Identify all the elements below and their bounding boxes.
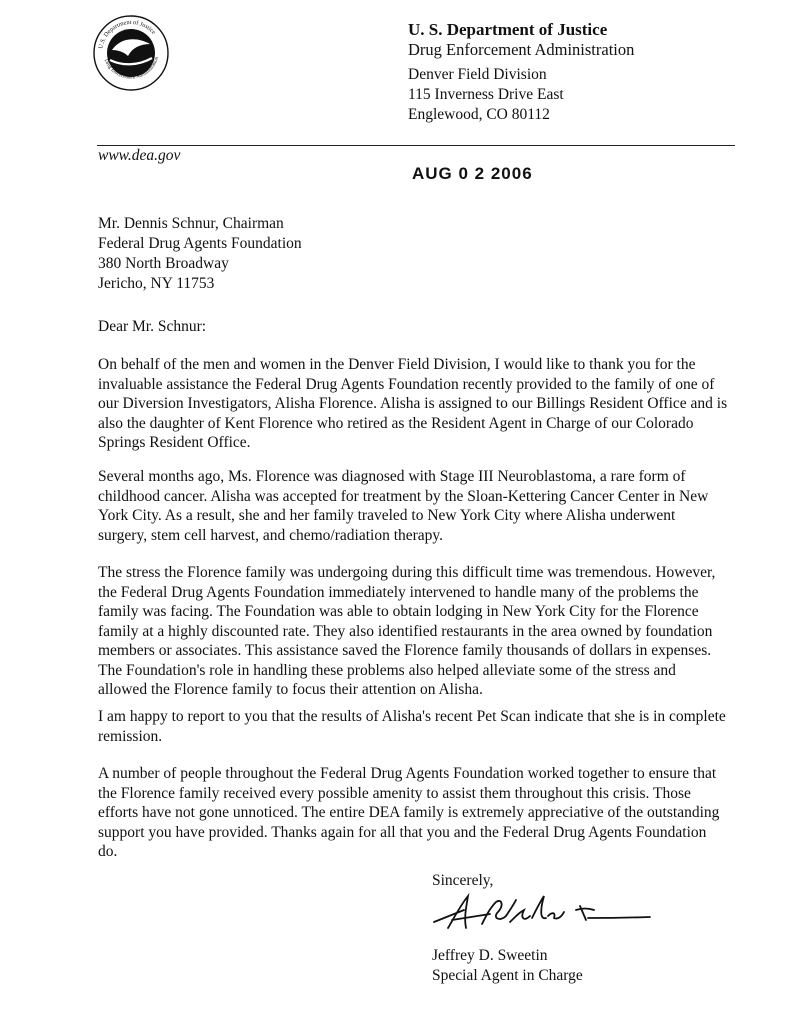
body-paragraph-3: The stress the Florence family was undergoing during this difficult time was tremendous. However, the Federal Drug Agents Foundation immediately intervened to handle many of the problems the family was facing. The Foundation was able to obtain lodging in New York City for the Florence family at a highly discounted rate. They also identified restaurants in the area owned by foundation members or associates. This assistance saved the Florence family thousands of dollars in expenses. The Foundation's role in handling these problems also helped alleviate some of the stress and allowed the Florence family to focus their attention on Alisha. bbox=[98, 564, 716, 698]
body-paragraph-5: A number of people throughout the Federal Drug Agents Foundation worked together to ensure that the Florence family received every possible amenity to assist them throughout this crisis. Those efforts have not gone unnoticed. The entire DEA family is extremely appreciative of the outstanding support you have provided. Thanks again for all that you and the Federal Drug Agents Foundation do. bbox=[98, 765, 720, 860]
signer-name: Jeffrey D. Sweetin bbox=[432, 947, 548, 964]
signature-image bbox=[430, 888, 655, 936]
dea-seal-icon bbox=[92, 14, 170, 92]
body-paragraph-2: Several months ago, Ms. Florence was diagnosed with Stage III Neuroblastoma, a rare form of childhood cancer. Alisha was accepted for treatment by the Sloan-Kettering Cancer Center in New York City. As a result, she and her family traveled to New York City where Alisha underwent surgery, stem cell harvest, and chemo/radiation therapy. bbox=[98, 468, 709, 544]
division-name: Denver Field Division bbox=[408, 66, 547, 83]
recipient-organization: Federal Drug Agents Foundation bbox=[98, 235, 302, 252]
recipient-city: Jericho, NY 11753 bbox=[98, 275, 215, 292]
website-url: www.dea.gov bbox=[98, 147, 181, 164]
seal-text-top: U.S. Department of Justice bbox=[97, 18, 158, 50]
letterhead-address bbox=[408, 20, 634, 125]
signer-title: Special Agent in Charge bbox=[432, 967, 583, 984]
recipient-street: 380 North Broadway bbox=[98, 255, 229, 272]
body-paragraph-1: On behalf of the men and women in the Denver Field Division, I would like to thank you for the invaluable assistance the Federal Drug Agents Foundation recently provided to the family of one of our Diversion Investigators, Alisha Florence. Alisha is assigned to our Billings Resident Office and is also the daughter of Kent Florence who retired as the Resident Agent in Charge of our Colorado Springs Resident Office. bbox=[98, 356, 728, 451]
salutation: Dear Mr. Schnur: bbox=[98, 318, 207, 335]
body-paragraph-4: I am happy to report to you that the results of Alisha's recent Pet Scan indicate that she is in complete remission. bbox=[98, 708, 726, 745]
letterhead-divider bbox=[97, 145, 735, 146]
seal-text-bottom: Drug Enforcement Administration bbox=[102, 56, 161, 81]
closing: Sincerely, bbox=[432, 872, 494, 889]
date-stamp: AUG 0 2 2006 bbox=[412, 164, 533, 183]
signer-block bbox=[432, 946, 583, 986]
agency-city: Englewood, CO 80112 bbox=[408, 106, 550, 123]
department-name: U. S. Department of Justice bbox=[408, 20, 608, 39]
agency-name: Drug Enforcement Administration bbox=[408, 40, 635, 59]
recipient-name: Mr. Dennis Schnur, Chairman bbox=[98, 215, 284, 232]
agency-street: 115 Inverness Drive East bbox=[408, 86, 564, 103]
recipient-address bbox=[98, 214, 302, 294]
